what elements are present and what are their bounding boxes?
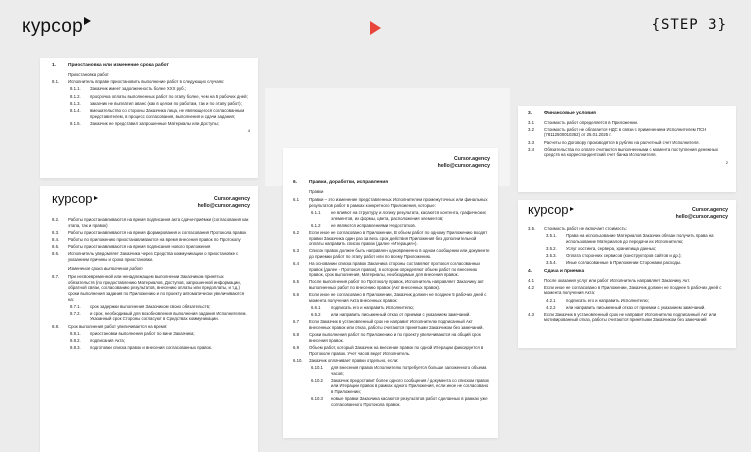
clause-text: Если Заказчик в установленный срок не направит Исполнителю подписанный Акт или мотивированный отказ, работы считаются принятыми Заказчиком без замечаний <box>544 311 717 323</box>
document-page-acceptance <box>518 200 736 348</box>
page-header <box>293 156 490 169</box>
subclause <box>293 305 490 311</box>
clause-text: не являются исправлениями Недостатков. <box>331 222 416 228</box>
clause <box>293 358 490 364</box>
clause-number: 6.6.1 <box>311 305 321 311</box>
clause-number: 8.1.4. <box>70 107 81 113</box>
document-page-edits <box>283 148 498 438</box>
clause-text: подписания Акта; <box>90 338 125 344</box>
clause-text: новые правки Заказчика касаются результатов работ сделанных в рамках уже согласованного Протокола правок. <box>331 396 488 407</box>
subsection-title: Правки <box>309 188 324 194</box>
clause <box>528 285 728 296</box>
clause <box>52 274 250 302</box>
subsection-title: Приостановка работ <box>68 71 109 77</box>
clause-text: Расчеты по Договору производятся в рублях на расчетный счет Исполнителя. <box>544 139 700 145</box>
clause-text: Заказчик не представил запрошенные Материалы или Доступы; <box>90 120 219 126</box>
clause <box>528 147 728 158</box>
clause-number: 8.6. <box>52 251 60 257</box>
clause-number: 6.7 <box>293 319 299 325</box>
subclause <box>52 345 250 351</box>
subclause <box>52 101 250 107</box>
clause-number: 6.1.2 <box>311 222 321 228</box>
document-page-schedule <box>40 186 258 452</box>
clause-text: После оказания услуг или работ Исполнитель направляет Заказчику Акт. <box>544 277 690 283</box>
clause-text: После выполнения работ по Протоколу правок, Исполнитель направляет Заказчику акт выполненных работ по внесению правок (Акт внесенных правок). <box>309 279 484 291</box>
clause-text: или направить письменный отказ от приемки с указанием замечаний. <box>566 304 706 310</box>
clause <box>293 197 490 208</box>
clause <box>293 292 490 303</box>
clause <box>293 279 490 290</box>
clause <box>52 237 250 243</box>
clause-number: 3.5.2. <box>546 245 557 251</box>
logo-text: курсор <box>52 191 93 206</box>
company-name: Cursor.agency <box>691 207 728 213</box>
clause-number: 3.4 <box>528 146 534 152</box>
clause <box>293 248 490 259</box>
contact-email: hello@cursor.agency <box>437 162 490 169</box>
clause-number: 6.9 <box>293 344 299 350</box>
clause-text: Работы приостанавливаются на время подписания акта сдачи-приёмки (согласования как этапа, так и правок) <box>68 217 249 228</box>
clause-number: 6.2 <box>293 229 299 235</box>
subclause <box>528 260 728 266</box>
page-logo <box>528 202 574 217</box>
clause <box>528 127 728 138</box>
logo-triangle-icon <box>570 207 574 211</box>
clause-text: Исполнитель вправе приостановить выполнение работ в следующих случаях: <box>68 79 225 85</box>
clause <box>528 278 728 284</box>
section-number: 1. <box>52 63 57 68</box>
contact-block <box>438 156 490 169</box>
clause-text: Стоимость работ не включает стоимость: <box>544 226 627 231</box>
clause <box>293 261 490 278</box>
clause-text: Работы приостанавливаются на время подписания нового приложения <box>68 244 211 250</box>
clause-number: 8.7. <box>52 274 60 280</box>
clause-number: 6.3 <box>293 248 299 254</box>
clause <box>52 244 250 250</box>
clause-text: Стоимость работ не облагается НДС в связи с применением Исполнителем ПСН (78112500010362) от 25.01.2025 г. <box>544 126 707 138</box>
clause-text: заказчик не выплатил аванс (как в целом по работам, так и по этапу работ); <box>90 100 242 106</box>
clause-text: Заказчик имеет задолженность более XXX руб.; <box>90 86 187 92</box>
subclause <box>52 338 250 344</box>
contact-block <box>676 207 728 220</box>
clause <box>52 217 250 228</box>
clause-text: Сроки выполнения работ по Приложению и по проекту увеличиваются на общий срок внесения правок. <box>309 332 481 343</box>
clause-text: Если иное не согласовано в Приложении, В объем работ по одному Приложению входят правки Заказчика один раз за весь срок действия Приложения без дополнительной оплаты направить список правок (далее «Итерация»). <box>309 229 488 247</box>
clause <box>52 324 250 330</box>
subsection-title: Изменение срока выполнения работ <box>68 265 143 271</box>
clause-number: 4.1 <box>528 277 534 283</box>
clause-number: 6.5 <box>293 279 299 285</box>
clause-text: срок задержки выполнения Заказчиком своих обязательств; <box>90 303 211 309</box>
section-heading <box>52 63 250 69</box>
clause <box>52 251 250 262</box>
clause-number: 3.3 <box>528 139 534 145</box>
clause-text: Заказчик предоставит более одного сообщения / документа со списком правок или Итерации правок в рамках одного Приложения, если иное не согласовано в Приложении; <box>331 377 489 394</box>
clause-number: 8.8.1. <box>70 330 81 336</box>
section-heading <box>528 269 728 275</box>
clause-number: 8.1.3. <box>70 100 81 106</box>
clause-text: Права на использование Материалов Заказчик обязан получить права на использование Материалов до передачи их Исполнителю; <box>566 233 714 244</box>
logo-text: курсор <box>22 16 84 37</box>
clause <box>528 140 728 146</box>
subclause <box>293 210 490 221</box>
clause-text: не влияют на структуру и логику результата, касаются контента, графических элементов, их формы, цвета, расположения элементов; <box>331 209 486 221</box>
subclause <box>52 121 250 127</box>
clause <box>293 332 490 343</box>
clause-text: Стоимость работ определяется в Приложении. <box>544 119 639 125</box>
clause-number: 3.5.3. <box>546 253 557 259</box>
section-title: Сдача и приемка <box>544 268 585 274</box>
clause-text: подписать его и направить Исполнителю; <box>566 297 649 303</box>
subclause <box>293 378 490 395</box>
clause-number: 3.2 <box>528 126 534 132</box>
clause-text: Исполнитель уведомляет Заказчика через Средства коммуникации о приостановке с указанием причины и срока приостановки. <box>68 251 239 262</box>
subclause <box>528 246 728 252</box>
clause-number: 8.2. <box>52 217 60 222</box>
clause <box>528 312 728 323</box>
clause-number: 6.4 <box>293 261 299 267</box>
subclause <box>528 233 728 244</box>
section-title: Финансовые условия <box>544 111 596 116</box>
clause-text: Если Заказчик в установленный срок не направит Исполнителю подписанный Акт внесенных правок или отказ, работы считаются принятыми Заказчиком без замечаний. <box>309 319 484 330</box>
contact-block <box>198 196 250 209</box>
clause-number: 8.1. <box>52 79 60 85</box>
brand-logo <box>22 16 91 38</box>
clause-text: Если иное не согласовано в Приложении, Заказчик должен не позднее 5 рабочих дней с момента получения Акта: <box>544 284 722 296</box>
page-header <box>52 191 250 209</box>
clause <box>293 319 490 330</box>
clause-number: 8.4. <box>52 236 60 242</box>
contact-email: hello@cursor.agency <box>675 213 728 220</box>
subclause <box>528 253 728 259</box>
clause-number: 8.1.5. <box>70 120 81 126</box>
clause-number: 4.2 <box>528 284 534 290</box>
clause-text: просрочка оплаты выполненных работ по этапу более, чем на 5 рабочих дней; <box>90 93 248 99</box>
clause-text: подготовки списка правок и внесения согласованных правок. <box>90 345 212 351</box>
clause-number: 8.1.1. <box>70 86 81 92</box>
clause-number: 8.7.2. <box>70 310 81 316</box>
clause-number: 8.8.2. <box>70 338 81 344</box>
clause-number: 8.5. <box>52 244 60 250</box>
clause-text: Список правок должен быть направлен одновременно в одном сообщении или документе до приемки работ по этапу работ или по всему Приложению. <box>309 248 490 259</box>
clause-text: Обязательства по оплате считаются выполненными с момента поступления денежных средств на корреспондентский счет банка Исполнителя. <box>544 146 719 158</box>
clause-text: или направить письменный отказ от приемки с указанием замечаний. <box>331 312 471 318</box>
subclause <box>293 365 490 376</box>
clause-text: Иные согласованные в Приложении Сторонами расходы. <box>566 260 682 266</box>
section-heading <box>293 180 490 186</box>
section-heading <box>528 111 728 117</box>
subclause <box>52 304 250 310</box>
clause-text: Объем работ, который Заказчик на внесение правок по одной Итерации фиксируется в Протоколе правок. Учет часов ведет Исполнитель. <box>309 344 484 356</box>
clause-number: 6.1.1 <box>311 209 321 215</box>
clause-text: Срок выполнения работ увеличивается на время: <box>68 323 168 329</box>
subclause <box>293 223 490 229</box>
clause-text: приостановки выполнения работ по вине Заказчика; <box>90 330 195 336</box>
company-name: Cursor.agency <box>213 196 250 202</box>
clause-text: Услуг хостинга, сервера, хранилища данных; <box>566 245 657 251</box>
clause-number: 8.8. <box>52 323 60 329</box>
clause <box>52 79 250 85</box>
clause-number: 8.8.3. <box>70 345 81 351</box>
clause <box>293 345 490 356</box>
clause-text: вмешательство со стороны Заказчика лица, не являющегося согласованным представителем, в процесс согласования, выполнения и сдачи задания; <box>90 107 245 119</box>
clause-text: Заказчик оплачивает правки отдельно, если: <box>309 357 399 363</box>
subclause <box>528 305 728 311</box>
clause-number: 8.7.1. <box>70 303 81 309</box>
clause-number: 3.1 <box>528 119 534 125</box>
section-number: 6. <box>293 180 298 185</box>
contact-email: hello@cursor.agency <box>197 202 250 209</box>
clause <box>293 230 490 247</box>
document-page-finance <box>518 106 736 192</box>
subclause <box>52 94 250 100</box>
clause-text: для внесения правок Исполнителю потребуется больше заложенного объема часов; <box>331 364 487 376</box>
logo-text: курсор <box>528 202 569 217</box>
clause-number: 3.5.1. <box>546 233 557 239</box>
clause-number: 6.10.1 <box>311 364 323 370</box>
section-title: Правки, доработки, исправления <box>309 180 389 185</box>
clause <box>528 120 728 126</box>
clause-text: Работы приостанавливаются на время формирования и согласования Протокола правок <box>68 229 247 235</box>
clause-number: 6.10. <box>293 357 303 363</box>
clause-text: Работы по приложению приостанавливаются на время внесения правок по Протоколу <box>68 236 241 242</box>
clause-number: 6.10.3 <box>311 396 323 402</box>
company-name: Cursor.agency <box>453 156 490 162</box>
subclause <box>52 311 250 322</box>
clause-number: 6.8 <box>293 332 299 338</box>
clause-text: Если иное не согласовано в Приложении, Заказчик должен не позднее 5 рабочих дней с момента получения Акта внесенных правок: <box>309 292 487 303</box>
logo-triangle-icon <box>84 17 91 25</box>
document-page-pause <box>40 58 258 178</box>
section-number: 3. <box>528 111 533 116</box>
subclause <box>528 298 728 304</box>
clause-number: 8.3. <box>52 229 60 235</box>
logo-triangle-icon <box>94 196 98 200</box>
clause-number: 4.3 <box>528 311 534 317</box>
clause-number: 4.2.1 <box>546 297 556 303</box>
clause-text: Правки – это изменение представленных Исполнителем промежуточных или финальных результатов работ в рамках конкретного Приложения, которые: <box>309 197 488 208</box>
subclause <box>52 331 250 337</box>
clause-number: 8.1.2. <box>70 93 81 99</box>
clause <box>528 226 728 232</box>
clause-number: 3.5.4. <box>546 260 557 266</box>
clause-number: 3.5. <box>528 226 536 231</box>
clause-number: 4.2.2 <box>546 304 556 310</box>
step-label: {STEP 3} <box>651 17 727 33</box>
subclause <box>293 396 490 407</box>
clause-number: 6.6 <box>293 292 299 298</box>
page-header <box>528 202 728 220</box>
page-logo <box>52 191 98 206</box>
clause-text: и срок, необходимый для возобновления выполнения задания Исполнителем. Указанный срок Стороны согласуют в Средствах коммуникации. <box>90 310 247 322</box>
section-number: 4. <box>528 268 533 274</box>
subclause <box>52 108 250 119</box>
clause-number: 6.1 <box>293 197 299 203</box>
subclause <box>293 312 490 318</box>
page-number: 2 <box>725 159 728 165</box>
subclause <box>52 86 250 92</box>
clause-text: подписать его и направить Исполнителю; <box>331 305 414 311</box>
clause-number: 6.6.2 <box>311 312 321 318</box>
play-triangle-icon <box>370 21 381 35</box>
clause-text: Оплата сторонних сервисов (конструкторов сайтов и др.); <box>566 253 682 259</box>
clause-number: 6.10.2 <box>311 377 323 383</box>
clause-text: На основании списка правок Заказчика стороны составляют протокол согласованных правок (далее - Протокол правок), в котором определяют объем работ по внесению правок, срок выполнения, Материалы, необходимые для внесения правок. <box>309 261 481 278</box>
clause <box>52 230 250 236</box>
section-title: Приостановка или изменение срока работ <box>68 63 169 68</box>
clause-text: При несвоевременной или ненадлежащем выполнении Заказчиком принятых обязательств (по предоставлению Материалов, Доступов, запрошенной информации, обратной связи, согласованию результатов, внесению оплаты или предоплаты, и т.д.) сроки выполнения задания по Приложению и по проекту автоматически увеличиваются на: <box>68 274 245 302</box>
page-number: 4 <box>247 128 250 134</box>
